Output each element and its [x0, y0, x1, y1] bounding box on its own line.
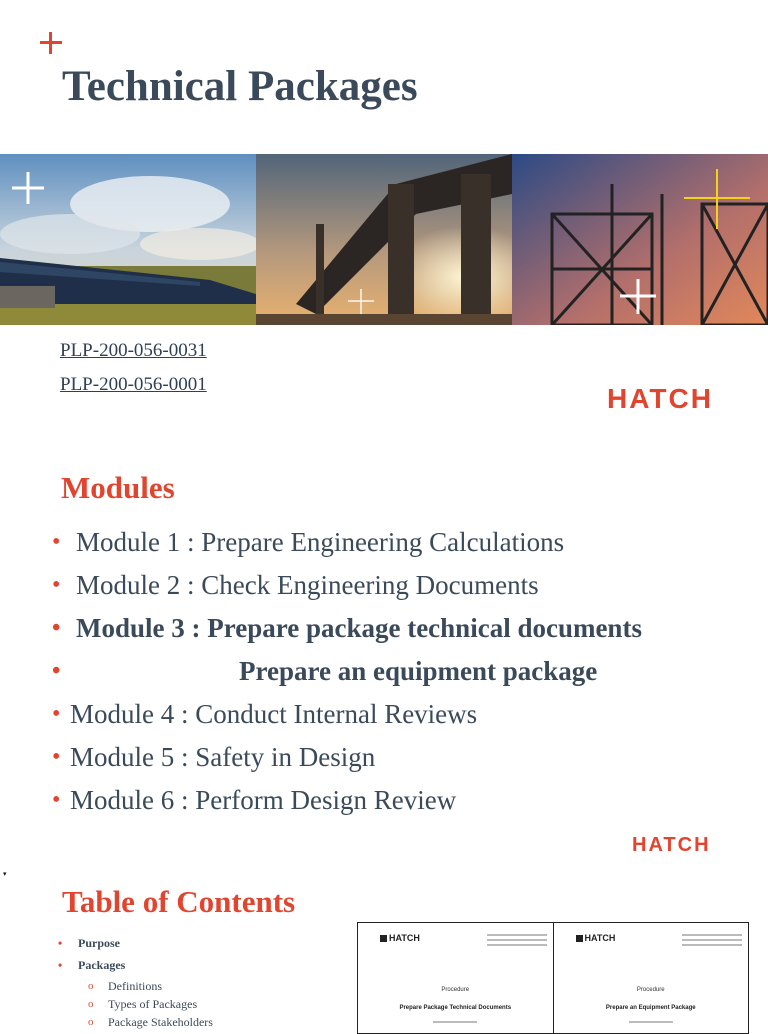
- document-title: Prepare an Equipment Package: [605, 1005, 696, 1011]
- modules-heading: Modules: [61, 470, 175, 505]
- document-thumbnail: [358, 923, 553, 1033]
- list-item: • Module 1 : Prepare Engineering Calculations: [52, 527, 565, 557]
- document-number-line: [433, 1021, 477, 1023]
- list-item: • Module 6 : Perform Design Review: [52, 785, 457, 815]
- solar-farm-image: [0, 154, 256, 325]
- hatch-logo: HATCH: [607, 383, 713, 414]
- doc-ref-link[interactable]: PLP-200-056-0001: [60, 374, 207, 395]
- toc-item: o Definitions: [88, 979, 162, 993]
- document-thumbnails: [357, 922, 749, 1034]
- toc-list: [58, 934, 213, 1032]
- modules-list: [52, 522, 642, 823]
- doc-ref-link[interactable]: PLP-200-056-0031: [60, 340, 207, 361]
- toc-item: • Packages: [58, 958, 126, 972]
- page-title: Technical Packages: [62, 63, 418, 110]
- banner-images: [0, 154, 768, 325]
- hatch-logo: HATCH: [576, 933, 616, 943]
- document-meta-lines: [487, 934, 547, 949]
- list-item: • Module 2 : Check Engineering Documents: [52, 570, 539, 600]
- document-meta-lines: [682, 934, 742, 949]
- list-item: • Module 5 : Safety in Design: [52, 742, 376, 772]
- list-item: • Prepare an equipment package: [52, 656, 598, 686]
- document-number-line: [629, 1021, 673, 1023]
- toc-item: o Package Stakeholders: [88, 1015, 213, 1029]
- plus-icon: [38, 30, 64, 56]
- toc-heading: Table of Contents: [62, 884, 296, 919]
- steel-structure-image: [512, 154, 768, 325]
- caret-icon: ▾: [3, 870, 7, 878]
- hatch-logo: HATCH: [380, 933, 420, 943]
- toc-item: • Purpose: [58, 936, 120, 950]
- hatch-logo: HATCH: [632, 834, 711, 856]
- list-item: • Module 4 : Conduct Internal Reviews: [52, 699, 478, 729]
- document-thumbnail: [553, 923, 749, 1033]
- toc-item: o Types of Packages: [88, 997, 198, 1011]
- document-kind: Procedure: [441, 987, 470, 993]
- bridge-image: [256, 154, 512, 325]
- document-title: Prepare Package Technical Documents: [399, 1005, 512, 1011]
- document-kind: Procedure: [636, 987, 665, 993]
- list-item: • Module 3 : Prepare package technical documents: [52, 613, 642, 643]
